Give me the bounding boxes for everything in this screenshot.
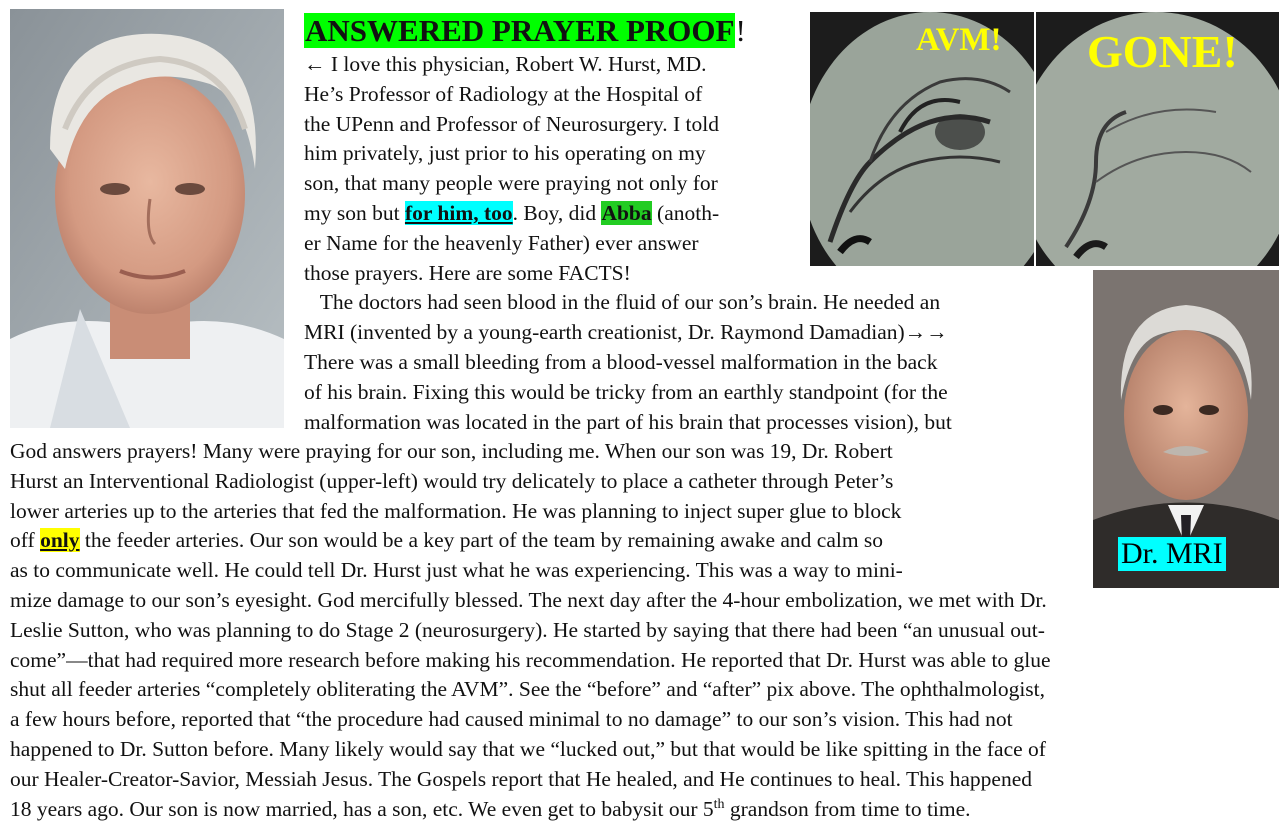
dr-hurst-portrait — [10, 9, 284, 428]
text-line: Leslie Sutton, who was planning to do Stage 2 (neurosurgery). He started by saying that there had been “an unusual out- — [10, 617, 1045, 642]
text-line: as to communicate well. He could tell Dr. Hurst just what he was experiencing. This was a way to mini- — [10, 558, 903, 583]
text-segment: grandson from time to time. — [724, 796, 971, 821]
superscript-th: th — [713, 796, 725, 812]
text-line: God answers prayers! Many were praying for our son, including me. When our son was 19, Dr. Robert — [10, 439, 893, 463]
text-line: lower arteries up to the arteries that fed the malformation. He was planning to inject super glue to block — [10, 498, 902, 523]
text-line: of his brain. Fixing this would be tricky from an earthly standpoint (for the — [304, 379, 948, 404]
text-line: mize damage to our son’s eyesight. God mercifully blessed. The next day after the 4-hour embolization, we met with Dr. — [10, 587, 1047, 612]
dr-mri-label: Dr. MRI — [1118, 537, 1226, 571]
text-line — [10, 526, 1051, 556]
text-line: The doctors had seen blood in the fluid of our son’s brain. He needed an — [304, 290, 941, 315]
article-text-upper — [304, 50, 952, 437]
text-line: the UPenn and Professor of Neurosurgery. I told — [304, 111, 719, 136]
text-line: son, that many people were praying not only for — [304, 171, 718, 196]
text-line: Hurst an Interventional Radiologist (upper-left) would try delicately to place a catheter through Peter’s — [10, 468, 894, 493]
article-text-lower — [10, 437, 1051, 824]
text-line: a few hours before, reported that “the procedure had caused minimal to no damage” to our son’s vision. This had not — [10, 707, 1013, 732]
dr-hurst-photo — [10, 9, 284, 428]
text-line: malformation was located in the part of his brain that processes vision), but — [304, 409, 952, 434]
text-segment: off — [10, 528, 41, 553]
title-line — [304, 11, 746, 51]
left-arrow-icon: ← — [304, 52, 326, 76]
page-title: ANSWERED PRAYER PROOF — [305, 13, 735, 48]
text-line — [10, 795, 1051, 825]
text-line: er Name for the heavenly Father) ever answer — [304, 230, 699, 255]
text-line: He’s Professor of Radiology at the Hospital of — [304, 81, 703, 106]
text-line: happened to Dr. Sutton before. Many likely would say that we “lucked out,” but that would be like spitting in the face of — [10, 736, 1046, 761]
text-line: him privately, just prior to his operating on my — [304, 141, 706, 166]
text-segment: 18 years ago. Our son is now married, has a son, etc. We even get to babysit our 5 — [10, 796, 714, 821]
text-segment: I love this physician, Robert W. Hurst, MD. — [325, 52, 707, 76]
title-suffix: ! — [735, 13, 746, 48]
text-line: those prayers. Here are some FACTS! — [304, 260, 631, 285]
text-segment: the feeder arteries. Our son would be a key part of the team by remaining awake and calm so — [79, 528, 884, 553]
highlight-for-him-too: for him, too — [404, 200, 513, 225]
text-segment: (anoth- — [651, 200, 720, 225]
avm-label: AVM! — [916, 22, 1002, 58]
text-line — [304, 50, 952, 80]
highlight-abba: Abba — [601, 200, 652, 225]
text-line — [304, 199, 952, 229]
text-line: MRI (invented by a young-earth creationist, Dr. Raymond Damadian)→→ — [304, 320, 948, 345]
gone-label: GONE! — [1087, 26, 1238, 77]
text-line: our Healer-Creator-Savior, Messiah Jesus. The Gospels report that He healed, and He continues to heal. This happened — [10, 766, 1033, 791]
highlight-only: only — [40, 528, 80, 553]
text-segment: . Boy, did — [512, 200, 602, 225]
text-line: There was a small bleeding from a blood-vessel malformation in the back — [304, 349, 938, 374]
text-line: shut all feeder arteries “completely obliterating the AVM”. See the “before” and “after” pix above. The ophthalmologist, — [10, 677, 1046, 702]
text-line: come”—that had required more research before making his recommendation. He reported that Dr. Hurst was able to glue — [10, 647, 1051, 672]
text-segment: my son but — [304, 200, 405, 225]
